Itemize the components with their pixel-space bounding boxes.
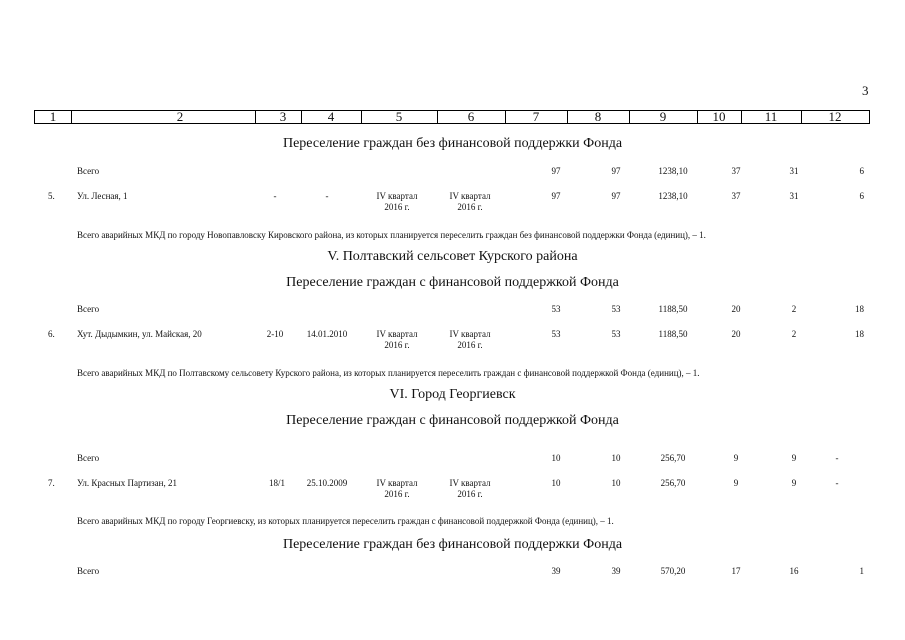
row-c10: 37 xyxy=(731,191,741,201)
row-c8: 53 xyxy=(611,329,621,339)
total-c9: 570,20 xyxy=(660,566,686,576)
row-c6 xyxy=(438,329,502,351)
total-c10: 17 xyxy=(731,566,741,576)
row-c6-line2: 2016 г. xyxy=(457,340,483,350)
row-c4: 14.01.2010 xyxy=(306,329,348,339)
total-c11: 9 xyxy=(791,453,797,463)
column-header: 10 xyxy=(712,109,726,124)
row-c6-line1: IV квартал xyxy=(449,329,491,339)
column-header: 3 xyxy=(279,109,287,124)
row-address: Ул. Лесная, 1 xyxy=(77,191,128,201)
total-label: Всего xyxy=(77,566,100,576)
row-c8: 10 xyxy=(611,478,621,488)
section-heading: Переселение граждан без финансовой поддержки Фонда xyxy=(282,136,623,151)
total-c9: 256,70 xyxy=(660,453,686,463)
row-c7: 97 xyxy=(551,191,561,201)
row-c6-line2: 2016 г. xyxy=(457,489,483,499)
total-c8: 39 xyxy=(611,566,621,576)
column-header: 6 xyxy=(467,109,475,124)
column-header: 5 xyxy=(395,109,403,124)
section-title: VI. Город Георгиевск xyxy=(389,387,516,402)
total-c7: 39 xyxy=(551,566,561,576)
total-c10: 37 xyxy=(731,166,741,176)
section-note: Всего аварийных МКД по Полтавскому сельсовету Курского района, из которых планируется переселить граждан с финансовой поддержкой Фонда (единиц), – 1. xyxy=(77,368,700,378)
row-c6 xyxy=(438,478,502,500)
row-c10: 20 xyxy=(731,329,741,339)
total-c12: 18 xyxy=(855,304,864,314)
total-c9: 1188,50 xyxy=(658,304,688,314)
row-c12: 18 xyxy=(855,329,864,339)
row-c11: 31 xyxy=(789,191,799,201)
total-c11: 31 xyxy=(789,166,799,176)
total-c10: 20 xyxy=(731,304,741,314)
column-header: 1 xyxy=(49,109,57,124)
row-c5-line2: 2016 г. xyxy=(384,489,410,499)
row-c3: 2-10 xyxy=(266,329,284,339)
total-c7: 97 xyxy=(551,166,561,176)
row-c5-line2: 2016 г. xyxy=(384,202,410,212)
total-c11: 2 xyxy=(791,304,797,314)
column-header-row xyxy=(34,110,870,124)
page-number: 3 xyxy=(862,83,869,98)
section-heading: Переселение граждан без финансовой поддержки Фонда xyxy=(282,537,623,552)
row-c6-line1: IV квартал xyxy=(449,478,491,488)
row-c12: - xyxy=(835,478,839,488)
row-c6-line1: IV квартал xyxy=(449,191,491,201)
row-address: Хут. Дыдымкин, ул. Майская, 20 xyxy=(77,329,202,339)
row-c5-line1: IV квартал xyxy=(376,329,418,339)
total-c8: 53 xyxy=(611,304,621,314)
row-number: 6. xyxy=(48,329,55,339)
row-c6 xyxy=(438,191,502,213)
total-c8: 97 xyxy=(611,166,621,176)
row-number: 7. xyxy=(48,478,55,488)
total-c11: 16 xyxy=(789,566,799,576)
total-c7: 53 xyxy=(551,304,561,314)
row-c9: 256,70 xyxy=(660,478,686,488)
row-c6-line2: 2016 г. xyxy=(457,202,483,212)
row-number: 5. xyxy=(48,191,55,201)
row-c4: - xyxy=(325,191,329,201)
column-header: 4 xyxy=(327,109,335,124)
total-c12: 1 xyxy=(859,566,864,576)
row-c7: 10 xyxy=(551,478,561,488)
row-c5-line1: IV квартал xyxy=(376,191,418,201)
row-c3: 18/1 xyxy=(268,478,285,488)
section-note: Всего аварийных МКД по городу Георгиевску, из которых планируется переселить граждан с финансовой поддержкой Фонда (единиц), – 1. xyxy=(77,516,614,526)
total-c8: 10 xyxy=(611,453,621,463)
row-c12: 6 xyxy=(859,191,864,201)
total-label: Всего xyxy=(77,166,100,176)
row-c10: 9 xyxy=(733,478,739,488)
column-header: 7 xyxy=(532,109,540,124)
total-c10: 9 xyxy=(733,453,739,463)
row-c5 xyxy=(365,478,429,500)
row-c7: 53 xyxy=(551,329,561,339)
row-c5 xyxy=(365,329,429,351)
section-heading: Переселение граждан с финансовой поддержкой Фонда xyxy=(286,413,619,428)
total-c12: - xyxy=(835,453,839,463)
total-c9: 1238,10 xyxy=(658,166,688,176)
total-label: Всего xyxy=(77,304,100,314)
total-c12: 6 xyxy=(859,166,864,176)
row-c5-line2: 2016 г. xyxy=(384,340,410,350)
row-c5 xyxy=(365,191,429,213)
row-c8: 97 xyxy=(611,191,621,201)
section-heading: Переселение граждан с финансовой поддержкой Фонда xyxy=(286,275,619,290)
column-header: 8 xyxy=(594,109,602,124)
row-c11: 9 xyxy=(791,478,797,488)
row-c5-line1: IV квартал xyxy=(376,478,418,488)
section-note: Всего аварийных МКД по городу Новопавловску Кировского района, из которых планируется переселить граждан без финансовой поддержки Фонда (единиц), – 1. xyxy=(77,230,706,240)
row-address: Ул. Красных Партизан, 21 xyxy=(77,478,177,488)
column-header: 12 xyxy=(828,109,842,124)
column-header: 9 xyxy=(659,109,667,124)
total-c7: 10 xyxy=(551,453,561,463)
row-c11: 2 xyxy=(791,329,797,339)
row-c4: 25.10.2009 xyxy=(306,478,348,488)
section-title: V. Полтавский сельсовет Курского района xyxy=(327,249,578,264)
column-header: 2 xyxy=(176,109,184,124)
row-c3: - xyxy=(273,191,277,201)
row-c9: 1188,50 xyxy=(658,329,688,339)
total-label: Всего xyxy=(77,453,100,463)
row-c9: 1238,10 xyxy=(658,191,688,201)
column-header: 11 xyxy=(764,109,778,124)
